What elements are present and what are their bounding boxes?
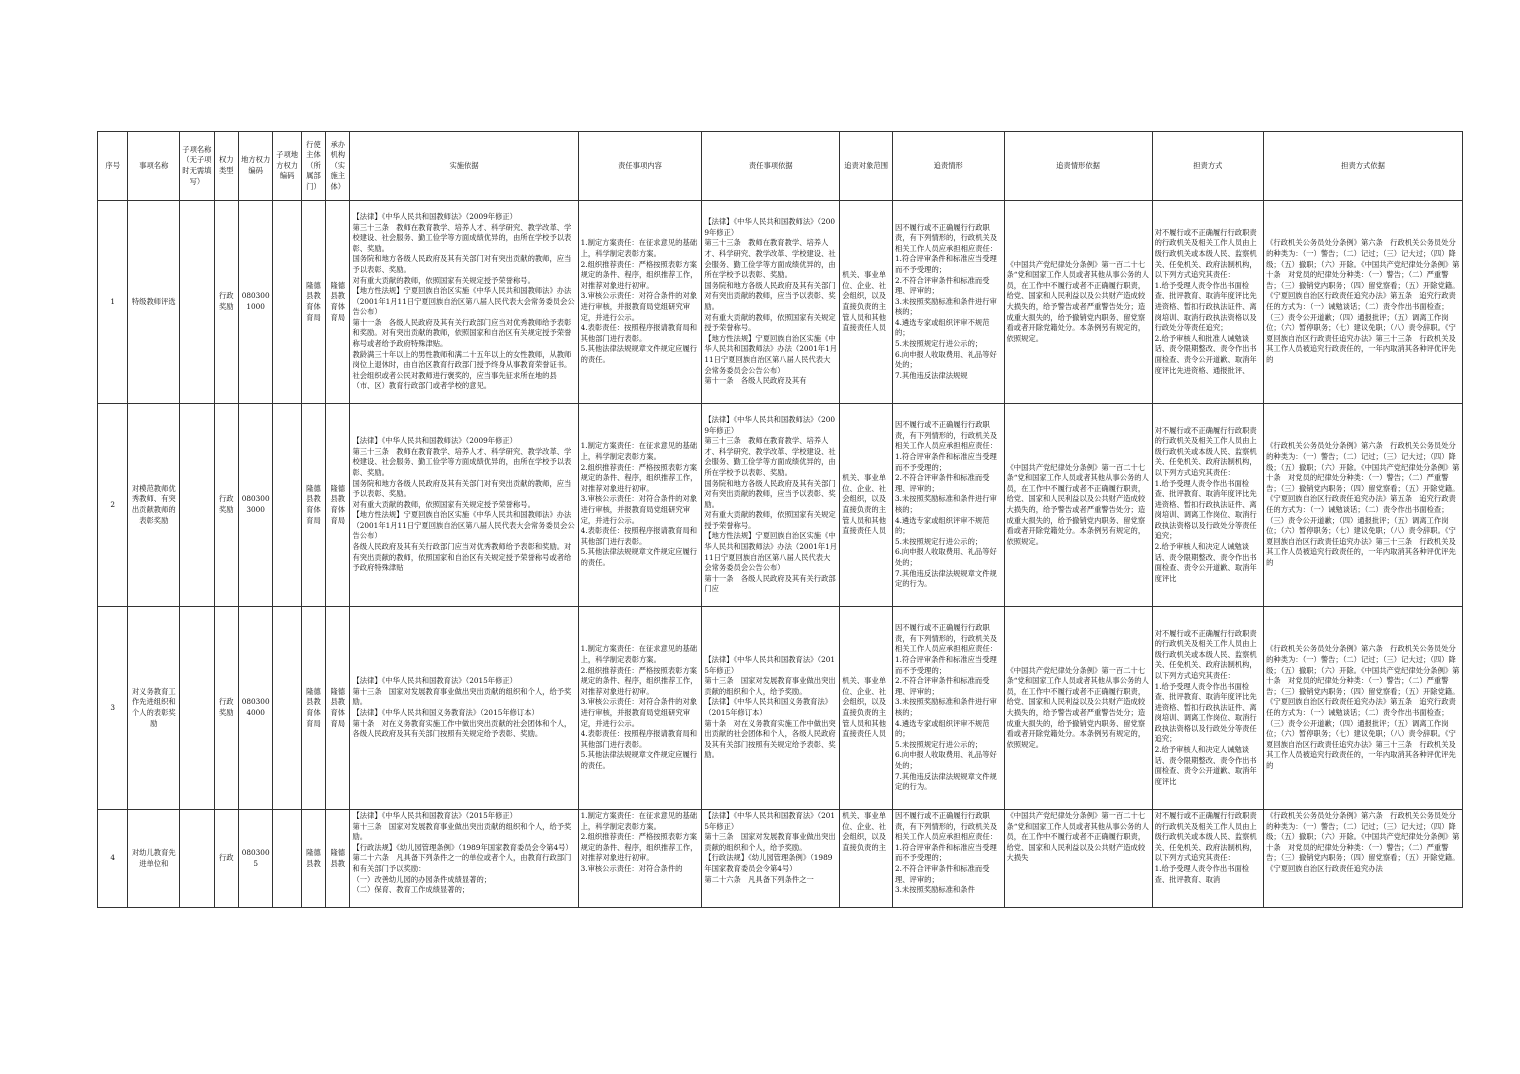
cases-text: 因不履行或不正确履行行政职责，有下列情形的，行政机关及相关工作人员应承担相应责任： 1.符合评审条件和标准应当受理而不予受理的； 2.不符合评审条件和标准而受理、评审的； 3.未按照奖励标准和条件进行审核的； 4.遴选专家或组织评审不规范的； 5.未按照规定行进公示的； 6.向申报人收取费用、礼品等好处的； 7.其他违反法律法规规章文件规定的行为。 xyxy=(894,420,998,589)
cell-power-code: 0803004000 xyxy=(238,607,272,810)
cell-power-code: 0803003000 xyxy=(238,404,272,607)
cell-cases-basis xyxy=(1004,404,1152,607)
cell-content xyxy=(578,607,702,810)
header-cell: 行使主体（所属部门） xyxy=(301,132,325,201)
cell-item-name: 特级教师评选 xyxy=(128,201,180,404)
cell-cases-basis xyxy=(1004,607,1152,810)
basis-text: 【法律】《中华人民共和国教师法》（2009年修正） 第三十三条 教师在教育教学、培养人才、科学研究、教学改革、学校建设、社会服务、勤工俭学等方面成绩优异的，由所在学校予以表彰、奖励。 国务院和地方各级人民政府及其有关部门对有突出贡献的教师，应当予以表彰、奖励。 对有重大贡献的教师，依照国家有关规定授予荣誉称号。 【地方性法规】宁夏回族自治区实施《中华人民共和国教师法》办法（2001年1月11日宁夏回族自治区第八届人民代表大会常务委员会公告公布） 第十一条 各级人民政府及其有关行政部门应当对优秀教师给予表彰和奖励。对有突出贡献的教师，依照国家和自治区有关规定授予荣誉称号或者给予政府特殊津贴。 教龄满三十年以上的男性教师和满二十五年以上的女性教师，从教师岗位上退休时，由自治区教育行政部门授予终身从事教育荣誉证书。 社会组织或者公民对教师进行褒奖的，应当事先征求所在地的县（市、区）教育行政部门或者学校的意见。 xyxy=(352,211,575,391)
content-text: 1.制定方案责任：在征求意见的基础上，科学制定表彰方案。 2.组织推荐责任：严格按照表彰方案规定的条件、程序，组织推荐工作，对推荐对象进行初审。 3.审核公示责任：对符合条件的 xyxy=(580,811,698,873)
content-text: 1.制定方案责任：在征求意见的基础上，科学制定表彰方案。 2.组织推荐责任：严格按照表彰方案规定的条件、程序，组织推荐工作，对推荐对象进行初审。 3.审核公示责任：对符合条件的对象进行审核，并报教育局党组研究审定，并进行公示。 4.表彰责任：按照程序报请教育局和其他部门进行表彰。 5.其他法律法规规章文件规定应履行的责任。 xyxy=(580,238,698,364)
cell-agency: 隆德县教 xyxy=(326,810,350,908)
cell-content xyxy=(578,201,702,404)
cell-cases xyxy=(892,607,1004,810)
cell-sub-code xyxy=(273,404,301,607)
cell-power-code: 0803005 xyxy=(238,810,272,908)
header-cell: 追责情形 xyxy=(892,132,1004,201)
content-text: 1.制定方案责任：在征求意见的基础上，科学制定表彰方案。 2.组织推荐责任：严格按照表彰方案规定的条件、程序，组织推荐工作，对推荐对象进行初审。 3.审核公示责任：对符合条件的对象进行审核，并报教育局党组研究审定，并进行公示。 4.表彰责任：按照程序报请教育局和其他部门进行表彰。 5.其他法律法规规章文件规定应履行的责任。 xyxy=(580,644,698,770)
content-basis-text: 【法律】《中华人民共和国教师法》（2009年修正） 第三十三条 教师在教育教学、培养人才、科学研究、教学改革、学校建设、社会服务、勤工俭学等方面成绩优异的，由所在学校予以表彰、奖励。 国务院和地方各级人民政府及其有关部门对有突出贡献的教师，应当予以表彰、奖励。 对有重大贡献的教师，依照国家有关规定授予荣誉称号。 【地方性法规】宁夏回族自治区实施《中华人民共和国教师法》办法（2001年1月11日宁夏回族自治区第八届人民代表大会常务委员会公告公布） 第十一条 各级人民政府及其有 xyxy=(704,217,838,386)
cell-sub-code xyxy=(273,607,301,810)
table-row xyxy=(98,607,1463,810)
header-cell: 序号 xyxy=(98,132,128,201)
cell-method-basis xyxy=(1264,404,1463,607)
cell-scope xyxy=(840,607,893,810)
cell-sub-item xyxy=(180,810,214,908)
header-cell: 责任事项依据 xyxy=(702,132,840,201)
header-cell: 地方权力编码 xyxy=(238,132,272,201)
cell-method xyxy=(1152,201,1264,404)
method-basis-text: 《行政机关公务员处分条例》第六条 行政机关公务员处分的种类为：（一）警告；（二）记过；（三）记大过；（四）降级；（五）撤职；（六）开除。《中国共产党纪律处分条例》第十条 对党员的纪律处分种类：（一）警告；（二）严重警告；（三）撤销党内职务；（四）留党察看；（五）开除党籍。《宁夏回族自治区行政责任追究办法》第五条 追究行政责任的方式为：（一）诫勉谈话；（二）责令作出书面检查；（三）责令公开道歉；（四）通报批评；（五）调离工作岗位；（六）暂停职务；（七）建议免职；（八）责令辞职。《宁夏回族自治区行政责任追究办法》第三十三条 行政机关及其工作人员被追究行政责任的，一年内取消其各种评优评先的 xyxy=(1266,644,1460,770)
cell-scope xyxy=(840,810,893,908)
cell-method-basis xyxy=(1264,607,1463,810)
method-basis-text: 《行政机关公务员处分条例》第六条 行政机关公务员处分的种类为：（一）警告；（二）记过；（三）记大过；（四）降级；（五）撤职；（六）开除。《中国共产党纪律处分条例》第十条 对党员的纪律处分种类：（一）警告；（二）严重警告；（三）撤销党内职务；（四）留党察看；（五）开除党籍。《宁夏回族自治区行政责任追究办法 xyxy=(1266,811,1460,873)
scope-text: 机关、事业单位、企业、社会组织，以及直接负责的主 xyxy=(842,811,887,852)
cell-item-name: 对模范教师优秀教师、有突出贡献教师的表彰奖励 xyxy=(128,404,180,607)
table-row xyxy=(98,201,1463,404)
basis-text: 【法律】《中华人民共和国教育法》（2015年修正） 第十三条 国家对发展教育事业做出突出贡献的组织和个人，给予奖励。 【行政法规】《幼儿园管理条例》（1989年国家教育委员会令第4号） 第二十六条 凡具备下列条件之一的单位或者个人，由教育行政部门和有关部门予以奖励： （一）改善幼儿园的办园条件成绩显著的； （二）保育、教育工作成绩显著的； xyxy=(352,811,573,895)
cell-method xyxy=(1152,810,1264,908)
cell-subject: 隆德县教育体育局 xyxy=(301,201,325,404)
method-basis-text: 《行政机关公务员处分条例》第六条 行政机关公务员处分的种类为：（一）警告；（二）记过；（三）记大过；（四）降级；（五）撤职；（六）开除。《中国共产党纪律处分条例》第十条 对党员的纪律处分种类：（一）警告；（二）严重警告；（三）撤销党内职务；（四）留党察看；（五）开除党籍。《宁夏回族自治区行政责任追究办法》第五条 追究行政责任的方式为：（一）诫勉谈话；（二）责令作出书面检查；（三）责令公开道歉；（四）通报批评；（五）调离工作岗位；（六）暂停职务；（七）建议免职；（八）责令辞职。《宁夏回族自治区行政责任追究办法》第三十三条 行政机关及其工作人员被追究行政责任的，一年内取消其各种评优评先的 xyxy=(1266,238,1460,364)
cell-content xyxy=(578,404,702,607)
cases-text: 因不履行或不正确履行行政职责，有下列情形的，行政机关及相关工作人员应承担相应责任： 1.符合评审条件和标准应当受理而不予受理的； 2.不符合评审条件和标准而受理、评审的； 3.未按照奖励标准和条件进行审核的； 4.遴选专家或组织评审不规范的； 5.未按照规定行进公示的； 6.向申报人收取费用、礼品等好处的； 7.其他违反法律法规规章文件规定的行为。 xyxy=(894,623,998,792)
cell-power-type: 行政奖励 xyxy=(214,201,238,404)
basis-text: 【法律】《中华人民共和国教师法》（2009年修正） 第三十三条 教师在教育教学、培养人才、科学研究、教学改革、学校建设、社会服务、勤工俭学等方面成绩优异的，由所在学校予以表彰、奖励。 国务院和地方各级人民政府及其有关部门对有突出贡献的教师，应当予以表彰、奖励。 对有重大贡献的教师，依照国家有关规定授予荣誉称号。 【地方性法规】宁夏回族自治区实施《中华人民共和国教师法》办法（2001年1月11日宁夏回族自治区第八届人民代表大会常务委员会公告公布） 各级人民政府及其有关行政部门应当对优秀教师给予表彰和奖励。对有突出贡献的教师，依照国家和自治区有关规定授予荣誉称号或者给予政府特殊津贴 xyxy=(352,436,575,573)
cell-basis xyxy=(350,404,578,607)
method-text: 对不履行或不正确履行行政职责的行政机关及相关工作人员由上级行政机关或本级人民、监察机关、任免机关、政府法制机构，以下列方式追究其责任： 1.给予受理人责令作出书面检查、批评教育、取消年度评比先进资格、暂扣行政执法证件、离岗培训、取消行政执法资格以及行政处分等责任追究； 2.给予审核人和批准人诫勉谈话、责令限期整改、责令作出书面检查、责令公开道歉、取消年度评比先进资格、通报批评、 xyxy=(1154,227,1257,375)
method-text: 对不履行或不正确履行行政职责的行政机关及相关工作人员由上级行政机关或本级人民、监察机关、任免机关、政府法制机构，以下列方式追究其责任： 1.给予受理人责令作出书面检查、批评教育、取消 xyxy=(1154,811,1257,884)
table-row xyxy=(98,404,1463,607)
cell-item-name: 对义务教育工作先进组织和个人的表彰奖励 xyxy=(128,607,180,810)
method-text: 对不履行或不正确履行行政职责的行政机关及相关工作人员由上级行政机关或本级人民、监察机关、任免机关、政府法制机构，以下列方式追究其责任： 1.给予受理人责令作出书面检查、批评教育、取消年度评比先进资格、暂扣行政执法证件、离岗培训、调离工作岗位、取消行政执法资格以及行政处分等责任追究； 2.给予审核人和决定人诫勉谈话、责令限期整改、责令作出书面检查、责令公开道歉、取消年度评比 xyxy=(1154,628,1257,786)
cell-method xyxy=(1152,607,1264,810)
content-text: 1.制定方案责任：在征求意见的基础上，科学制定表彰方案。 2.组织推荐责任：严格按照表彰方案规定的条件、程序，组织推荐工作，对推荐对象进行初审。 3.审核公示责任：对符合条件的对象进行审核，并报教育局党组研究审定，并进行公示。 4.表彰责任：按照程序报请教育局和其他部门进行表彰。 5.其他法律法规规章文件规定应履行的责任。 xyxy=(580,441,698,567)
header-cell: 担责方式 xyxy=(1152,132,1264,201)
cell-method-basis xyxy=(1264,810,1463,908)
scope-text: 机关、事业单位、企业、社会组织，以及直接负责的主管人员和其他直接责任人员 xyxy=(842,676,887,739)
header-cell: 追责情形依据 xyxy=(1004,132,1152,201)
cell-content-basis xyxy=(702,607,840,810)
header-cell: 责任事项内容 xyxy=(578,132,702,201)
table-row xyxy=(98,810,1463,908)
cell-power-type: 行政奖励 xyxy=(214,607,238,810)
cases-basis-text: 《中国共产党纪律处分条例》第一百二十七条“党和国家工作人员或者其他从事公务的人员，在工作中不履行或者不正确履行职责，给党、国家和人民利益以及公共财产造成较大损失的，给予警告或者严重警告处分；造成重大损失的，给予撤销党内职务、留党察看或者开除党籍处分。本条例另有规定的，依照规定。 xyxy=(1006,665,1149,749)
cell-no: 2 xyxy=(98,404,128,607)
cell-content xyxy=(578,810,702,908)
cell-content-basis xyxy=(702,404,840,607)
header-cell: 子项名称（无子项时无需填写） xyxy=(180,132,214,201)
cell-subject: 隆德县教育体育局 xyxy=(301,607,325,810)
cell-cases xyxy=(892,201,1004,404)
cell-power-type: 行政 xyxy=(214,810,238,908)
cell-sub-item xyxy=(180,404,214,607)
content-basis-text: 【法律】《中华人民共和国教师法》（2009年修正） 第三十三条 教师在教育教学、培养人才、科学研究、教学改革、学校建设、社会服务、勤工俭学等方面成绩优异的，由所在学校予以表彰、奖励。 国务院和地方各级人民政府及其有关部门对有突出贡献的教师，应当予以表彰、奖励。 对有重大贡献的教师，依照国家有关规定授予荣誉称号。 【地方性法规】宁夏回族自治区实施《中华人民共和国教师法》办法（2001年1月11日宁夏回族自治区第八届人民代表大会常务委员会公告公布） 第十一条 各级人民政府及其有关行政部门应 xyxy=(704,414,838,594)
cell-no: 1 xyxy=(98,201,128,404)
cases-text: 因不履行或不正确履行行政职责，有下列情形的，行政机关及相关工作人员应承担相应责任： 1.符合评审条件和标准应当受理而不予受理的； 2.不符合评审条件和标准而受理、评审的； 3.未按照奖励标准和条件进行审核的； 4.遴选专家或组织评审不规范的； 5.未按照规定行进公示的； 6.向申报人收取费用、礼品等好处的； 7.其他违反法律法规规 xyxy=(894,222,998,380)
cell-power-type: 行政奖励 xyxy=(214,404,238,607)
cell-cases-basis xyxy=(1004,201,1152,404)
cases-text: 因不履行或不正确履行行政职责，有下列情形的，行政机关及相关工作人员应承担相应责任： 1.符合评审条件和标准应当受理而不予受理的； 2.不符合评审条件和标准而受理、评审的； 3.未按照奖励标准和条件 xyxy=(894,811,998,895)
header-cell: 实施依据 xyxy=(350,132,578,201)
responsibility-table xyxy=(97,131,1463,908)
cell-content-basis xyxy=(702,810,840,908)
scope-text: 机关、事业单位、企业、社会组织，以及直接负责的主管人员和其他直接责任人员 xyxy=(842,473,887,536)
method-basis-text: 《行政机关公务员处分条例》第六条 行政机关公务员处分的种类为：（一）警告；（二）记过；（三）记大过；（四）降级；（五）撤职；（六）开除。《中国共产党纪律处分条例》第十条 对党员的纪律处分种类：（一）警告；（二）严重警告；（三）撤销党内职务；（四）留党察看；（五）开除党籍。《宁夏回族自治区行政责任追究办法》第五条 追究行政责任的方式为：（一）诫勉谈话；（二）责令作出书面检查；（三）责令公开道歉；（四）通报批评；（五）调离工作岗位；（六）暂停职务；（七）建议免职；（八）责令辞职。《宁夏回族自治区行政责任追究办法》第三十三条 行政机关及其工作人员被追究行政责任的，一年内取消其各种评优评先的 xyxy=(1266,441,1460,567)
method-text: 对不履行或不正确履行行政职责的行政机关及相关工作人员由上级行政机关或本级人民、监察机关、任免机关、政府法制机构，以下列方式追究其责任： 1.给予受理人责令作出书面检查、批评教育、取消年度评比先进资格、暂扣行政执法证件、离岗培训、调离工作岗位、取消行政执法资格以及行政处分等责任追究； 2.给予审核人和决定人诫勉谈话、责令限期整改、责令作出书面检查、责令公开道歉、取消年度评比 xyxy=(1154,425,1257,583)
cell-item-name: 对幼儿教育先进单位和 xyxy=(128,810,180,908)
content-basis-text: 【法律】《中华人民共和国教育法》（2015年修正） 第十三条 国家对发展教育事业做出突出贡献的组织和个人，给予奖励。 【行政法规】《幼儿园管理条例》（1989年国家教育委员会令第4号） 第二十六条 凡具备下列条件之一 xyxy=(704,811,836,884)
header-cell: 担责方式依据 xyxy=(1264,132,1463,201)
cell-power-code: 0803001000 xyxy=(238,201,272,404)
header-cell: 承办机构（实施主体） xyxy=(326,132,350,201)
header-cell: 事项名称 xyxy=(128,132,180,201)
cell-method xyxy=(1152,404,1264,607)
cell-agency: 隆德县教育体育局 xyxy=(326,404,350,607)
cell-agency: 隆德县教育体育局 xyxy=(326,201,350,404)
cell-content-basis xyxy=(702,201,840,404)
cell-sub-item xyxy=(180,201,214,404)
cell-basis xyxy=(350,201,578,404)
cell-scope xyxy=(840,201,893,404)
cell-sub-code xyxy=(273,810,301,908)
cell-no: 4 xyxy=(98,810,128,908)
cell-no: 3 xyxy=(98,607,128,810)
cell-cases-basis xyxy=(1004,810,1152,908)
cell-cases xyxy=(892,810,1004,908)
scope-text: 机关、事业单位、企业、社会组织，以及直接负责的主管人员和其他直接责任人员 xyxy=(842,270,887,333)
header-cell: 子项地方权力编码 xyxy=(273,132,301,201)
cell-sub-item xyxy=(180,607,214,810)
cell-subject: 隆德县教育体育局 xyxy=(301,404,325,607)
table-header-row xyxy=(98,132,1463,201)
header-cell: 追责对象范围 xyxy=(840,132,893,201)
cell-sub-code xyxy=(273,201,301,404)
basis-text: 【法律】《中华人民共和国教育法》（2015年修正） 第十三条 国家对发展教育事业做出突出贡献的组织和个人，给予奖励。 【法律】《中华人民共和国义务教育法》（2015年修订本） 第十条 对在义务教育实施工作中做出突出贡献的社会团体和个人，各级人民政府及其有关部门按照有关规定给予表彰、奖励。 xyxy=(352,676,572,739)
cell-agency: 隆德县教育体育局 xyxy=(326,607,350,810)
cell-scope xyxy=(840,404,893,607)
cases-basis-text: 《中国共产党纪律处分条例》第一百二十七条“党和国家工作人员或者其他从事公务的人员，在工作中不履行或者不正确履行职责，给党、国家和人民利益以及公共财产造成较大损失的，给予警告或者严重警告处分；造成重大损失的，给予撤销党内职务、留党察看或者开除党籍处分。本条例另有规定的，依照规定。 xyxy=(1006,462,1149,546)
cell-subject: 隆德县教 xyxy=(301,810,325,908)
content-basis-text: 【法律】《中华人民共和国教育法》（2015年修正） 第十三条 国家对发展教育事业做出突出贡献的组织和个人，给予奖励。 【法律】《中华人民共和国义务教育法》（2015年修订本） 第十条 对在义务教育实施工作中做出突出贡献的社会团体和个人，各级人民政府及其有关部门按照有关规定给予表彰、奖励。 xyxy=(704,655,836,760)
cell-cases xyxy=(892,404,1004,607)
cell-method-basis xyxy=(1264,201,1463,404)
cases-basis-text: 《中国共产党纪律处分条例》第一百二十七条“党和国家工作人员或者其他从事公务的人员，在工作中不履行或者不正确履行职责，给党、国家和人民利益以及公共财产造成较大损失 xyxy=(1006,811,1149,863)
responsibility-table-sheet xyxy=(97,131,1463,915)
cases-basis-text: 《中国共产党纪律处分条例》第一百二十七条“党和国家工作人员或者其他从事公务的人员，在工作中不履行或者不正确履行职责，给党、国家和人民利益以及公共财产造成较大损失的，给予警告或者严重警告处分；造成重大损失的，给予撤销党内职务、留党察看或者开除党籍处分。本条例另有规定的，依照规定。 xyxy=(1006,259,1149,343)
cell-basis xyxy=(350,810,578,908)
header-cell: 权力类型 xyxy=(214,132,238,201)
cell-basis xyxy=(350,607,578,810)
